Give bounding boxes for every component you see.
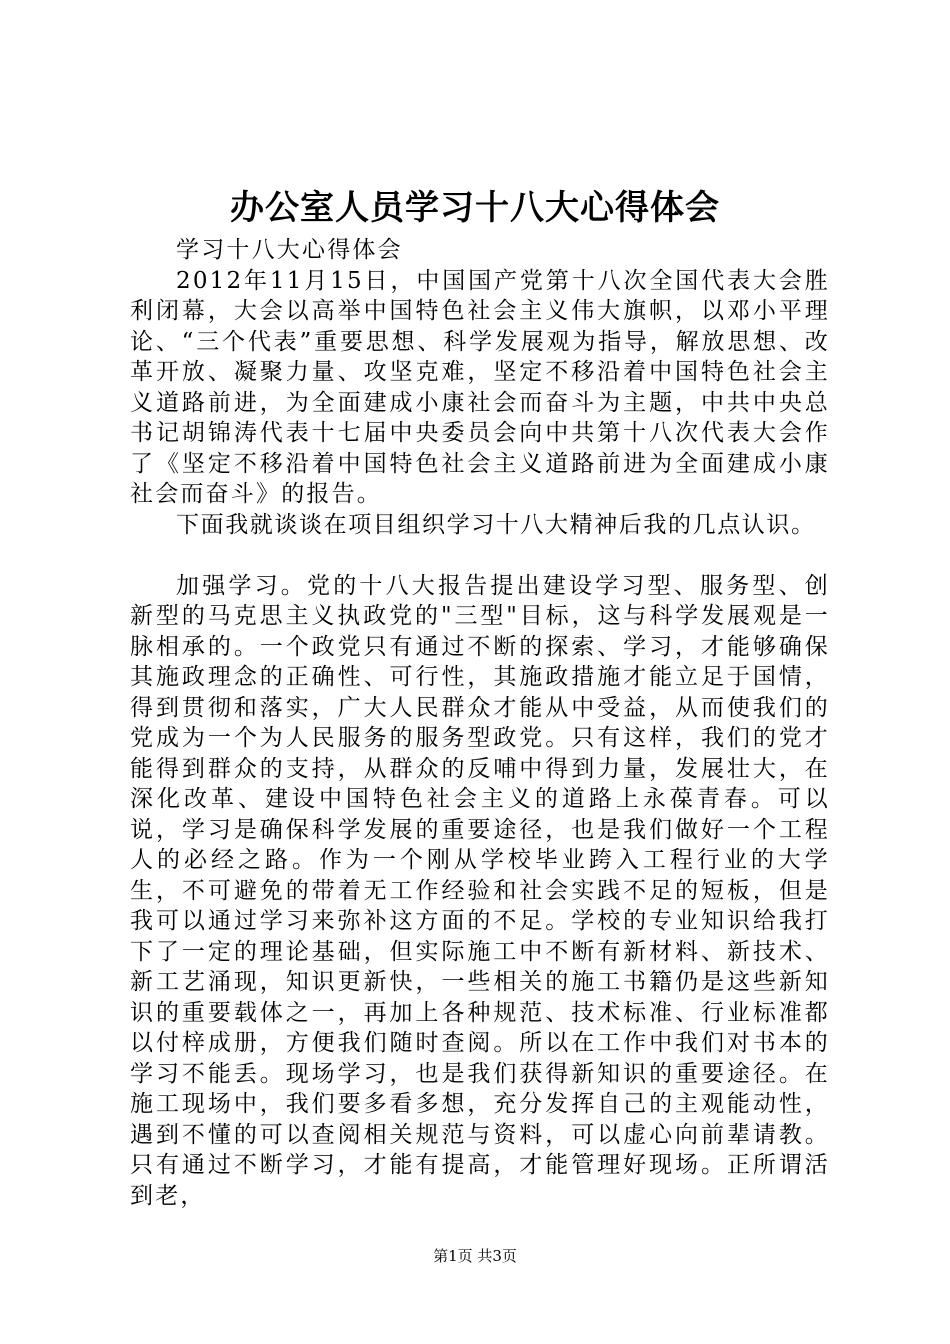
document-body xyxy=(130,235,830,1211)
paragraph-1: 2012年11月15日，中国国产党第十八次全国代表大会胜利闭幕，大会以高举中国特色社会主义伟大旗帜，以邓小平理论、“三个代表”重要思想、科学发展观为指导，解放思想、改革开放、凝聚力量、攻坚克难，坚定不移沿着中国特色社会主义道路前进，为全面建成小康社会而奋斗为主题，中共中央总书记胡锦涛代表十七届中央委员会向中共第十八次代表大会作了《坚定不移沿着中国特色社会主义道路前进为全面建成小康社会而奋斗》的报告。 xyxy=(130,267,830,507)
page-number: 第1页 共3页 xyxy=(433,1247,517,1265)
paragraph-2: 下面我就谈谈在项目组织学习十八大精神后我的几点认识。 xyxy=(176,511,816,538)
paragraph-3: 加强学习。党的十八大报告提出建设学习型、服务型、创新型的马克思主义执政党的"三型"目标，这与科学发展观是一脉相承的。一个政党只有通过不断的探索、学习，才能够确保其施政理念的正确性、可行性，其施政措施才能立足于国情，得到贯彻和落实，广大人民群众才能从中受益，从而使我们的党成为一个为人民服务的服务型政党。只有这样，我们的党才能得到群众的支持，从群众的反哺中得到力量，发展壮大，在深化改革、建设中国特色社会主义的道路上永葆青春。可以说，学习是确保科学发展的重要途径，也是我们做好一个工程人的必经之路。作为一个刚从学校毕业跨入工程行业的大学生，不可避免的带着无工作经验和社会实践不足的短板，但是我可以通过学习来弥补这方面的不足。学校的专业知识给我打下了一定的理论基础，但实际施工中不断有新材料、新技术、新工艺涌现，知识更新快，一些相关的施工书籍仍是这些新知识的重要载体之一，再加上各种规范、技术标准、行业标准都以付梓成册，方便我们随时查阅。所以在工作中我们对书本的学习不能丢。现场学习，也是我们获得新知识的重要途径。在施工现场中，我们要多看多想，充分发挥自己的主观能动性，遇到不懂的可以查阅相关规范与资料，可以虚心向前辈请教。只有通过不断学习，才能有提高，才能管理好现场。正所谓活到老， xyxy=(130,572,830,1209)
paragraph-spacer xyxy=(130,540,830,571)
document-title: 办公室人员学习十八大心得体会 xyxy=(230,188,720,228)
document-subtitle: 学习十八大心得体会 xyxy=(176,237,403,263)
